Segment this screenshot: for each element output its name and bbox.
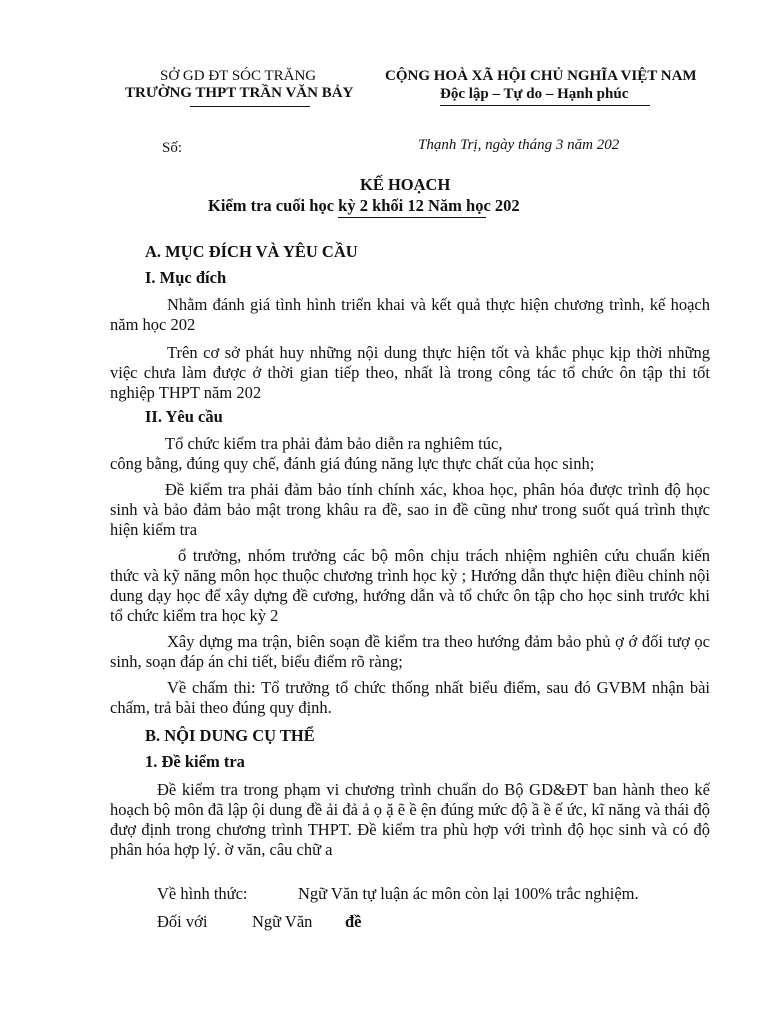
purpose-paragraph-2 [110,343,710,403]
last-line-label: Đối với [157,912,208,931]
form-value: Ngữ Văn tự luận ác môn còn lại 100% trắc nghiệm. [298,884,639,903]
requirement-1-line-2: công bằng, đúng quy chế, đánh giá đúng năng lực thực chất của học sinh; [110,454,595,473]
title-underline [338,217,486,218]
section-ii-heading: II. Yêu cầu [145,407,223,426]
purpose-paragraph-1 [110,295,710,335]
requirement-text-5: Về chấm thi: Tổ trưởng tổ chức thống nhất biểu điểm, sau đó GVBM nhận bài chấm, trả bài theo đúng quy định. [110,678,710,717]
school-underline [190,106,310,107]
last-line-end: đề [345,912,362,931]
motto-underline [440,105,650,106]
section-i-heading: I. Mục đích [145,268,227,287]
last-line-subject: Ngữ Văn [252,912,313,931]
exam-content-text: Đề kiểm tra trong phạm vi chương trình chuẩn do Bộ GD&ĐT ban hành theo kế hoạch bộ môn đã lập ội dung đề ải đả ả ọ ặ ẽ ề ện đúng mức độ ầ ề ế ức, kĩ năng và thái độ đượ định trong chương trình THPT. Đề kiểm tra phù hợp với trình độ học sinh và có độ phân hóa hợp lý. ờ văn, câu chữ a [110,780,710,859]
requirement-paragraph-3 [110,546,710,626]
requirement-text-3: ổ trưởng, nhóm trưởng các bộ môn chịu trách nhiệm nghiên cứu chuẩn kiến thức và kỹ năng môn học thuộc chương trình học kỳ ; Hướng dẫn thực hiện điều chỉnh nội dung dạy học để xây dựng đề cương, hướng dẫn và tổ chức ôn tập cho học sinh trước khi tổ chức kiểm tra học kỳ 2 [110,546,710,625]
requirement-paragraph-5 [110,678,710,718]
requirement-text-4: Xây dựng ma trận, biên soạn đề kiểm tra theo hướng đảm bảo phủ ợ ớ đối tượ ọc sinh, soạn đáp án chi tiết, biểu điểm rõ ràng; [110,632,710,671]
nation-name: CỘNG HOÀ XÃ HỘI CHỦ NGHĨA VIỆT NAM [385,68,697,84]
motto: Độc lập – Tự do – Hạnh phúc [440,86,629,102]
form-label: Về hình thức: [157,884,248,903]
doc-title: KẾ HOẠCH [360,175,451,194]
purpose-text-2: Trên cơ sở phát huy những nội dung thực hiện tốt và khắc phục kịp thời những việc chưa làm được ở thời gian tiếp theo, nhất là trong công tác tổ chức ôn tập thi tốt nghiệp THPT năm 202 [110,343,710,402]
requirement-paragraph-2 [110,480,710,540]
section-a-heading: A. MỤC ĐÍCH VÀ YÊU CẦU [145,242,358,261]
requirement-1-line-1: Tổ chức kiểm tra phải đảm bảo diễn ra nghiêm túc, [165,434,503,453]
section-b1-heading: 1. Đề kiểm tra [145,752,245,771]
requirement-paragraph-4 [110,632,710,672]
requirement-text-2: Đề kiểm tra phải đảm bảo tính chính xác, khoa học, phân hóa được trình độ học sinh và bảo đảm bảo mật trong khâu ra đề, sao in đề cũng như trong suốt quá trình thực hiện kiểm tra [110,480,710,539]
department-name: SỞ GD ĐT SÓC TRĂNG [160,68,317,84]
exam-content-paragraph [110,780,710,860]
document-number: Số: [162,140,183,156]
doc-subtitle: Kiểm tra cuối học kỳ 2 khối 12 Năm học 202 [208,196,520,215]
school-name: TRƯỜNG THPT TRẦN VĂN BẢY [125,85,354,101]
section-b-heading: B. NỘI DUNG CỤ THỂ [145,726,315,745]
place-date: Thạnh Trị, ngày tháng 3 năm 202 [418,137,620,153]
purpose-text-1: Nhằm đánh giá tình hình triển khai và kết quả thực hiện chương trình, kế hoạch năm học 202 [110,295,710,334]
